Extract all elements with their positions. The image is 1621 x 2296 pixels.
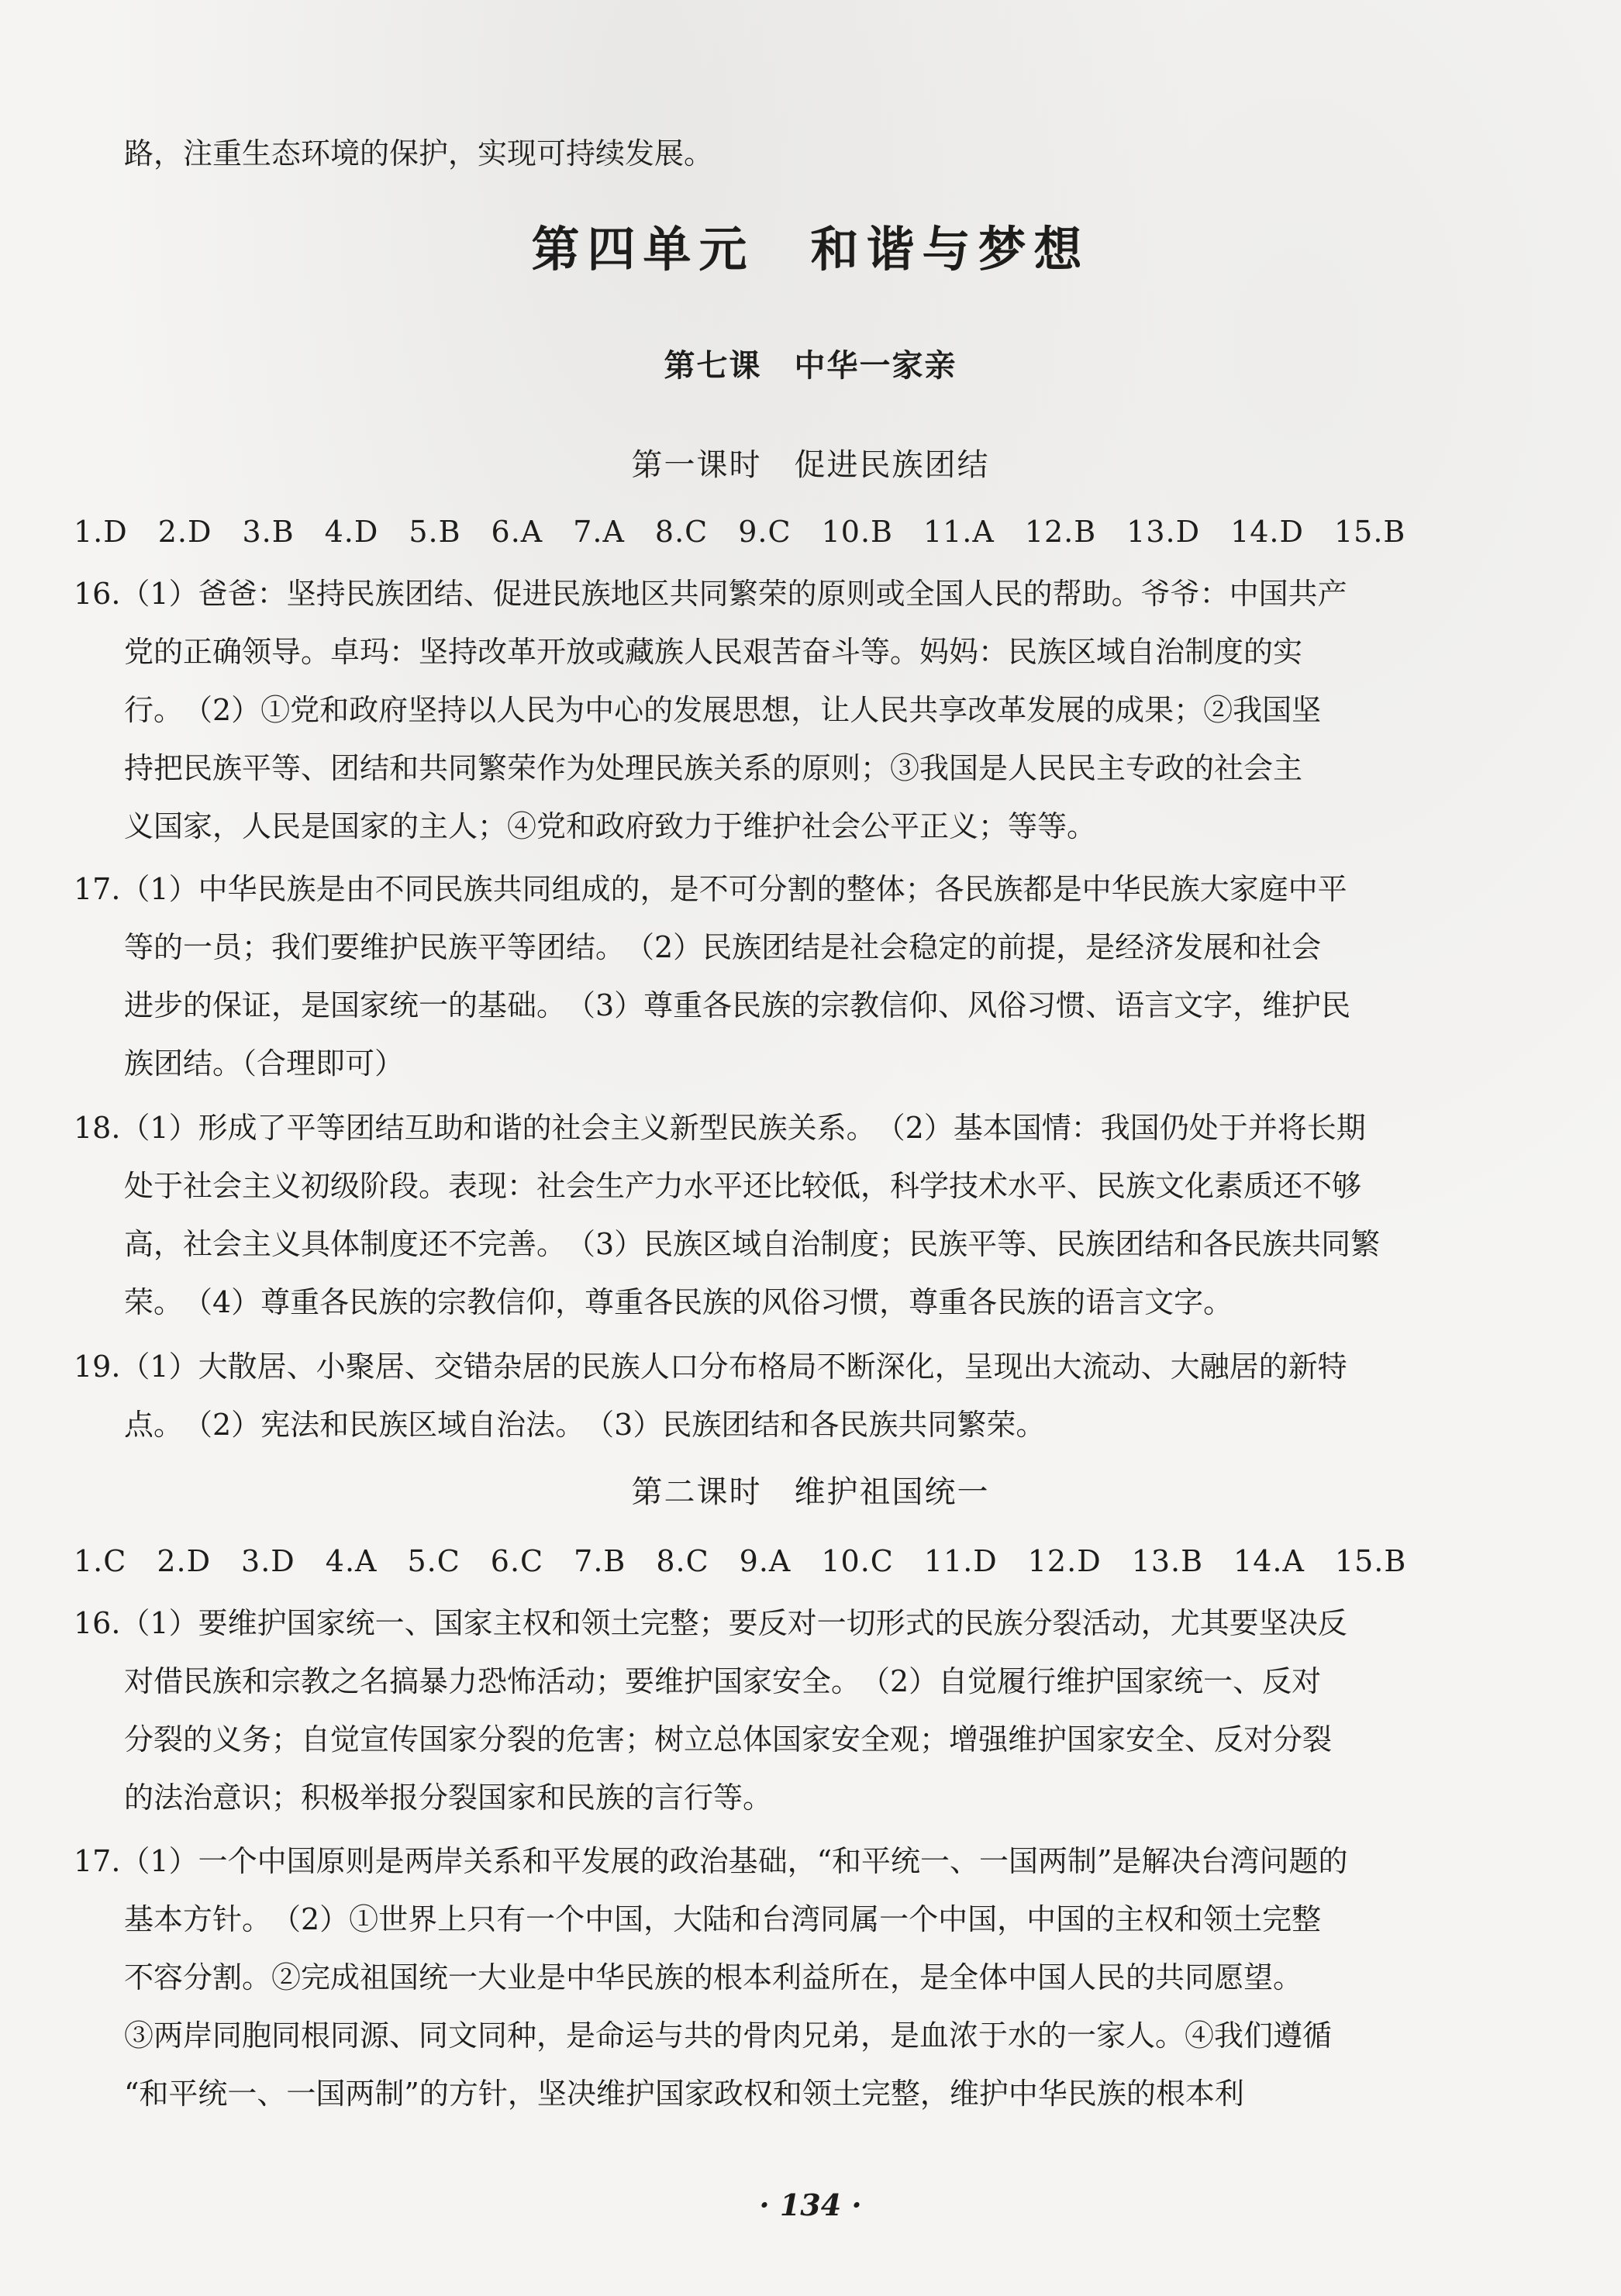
answer-line: 高，社会主义具体制度还不完善。 （3）民族区域自治制度；民族平等、民族团结和各民族共同繁 xyxy=(124,1227,1381,1261)
answer-line: 18.（1）形成了平等团结互助和谐的社会主义新型民族关系。 （2）基本国情：我国仍处于并将长期 xyxy=(74,1111,1366,1145)
answer-line: 16.（1）爸爸：坚持民族团结、促进民族地区共同繁荣的原则或全国人民的帮助。爷爷：中国共产 xyxy=(74,577,1347,611)
answer-line: 族团结。（合理即可） xyxy=(124,1046,405,1081)
answer-line: 分裂的义务；自觉宣传国家分裂的危害；树立总体国家安全观；增强维护国家安全、反对分裂 xyxy=(124,1722,1333,1756)
answer-line: 点。 （2）宪法和民族区域自治法。 （3）民族团结和各民族共同繁荣。 xyxy=(124,1408,1046,1442)
answer-line: ③两岸同胞同根同源、同文同种，是命运与共的骨肉兄弟，是血浓于水的一家人。④我们遵循 xyxy=(124,2018,1333,2053)
answer-line: 持把民族平等、团结和共同繁荣作为处理民族关系的原则；③我国是人民民主专政的社会主 xyxy=(124,751,1303,785)
answer-line: 处于社会主义初级阶段。表现：社会生产力水平还比较低，科学技术水平、民族文化素质还不够 xyxy=(124,1169,1362,1203)
answer-line: 荣。 （4）尊重各民族的宗教信仰，尊重各民族的风俗习惯，尊重各民族的语言文字。 xyxy=(124,1285,1233,1319)
unit-title: 第四单元 和谐与梦想 xyxy=(531,221,1090,278)
answer-line: 对借民族和宗教之名搞暴力恐怖活动；要维护国家安全。 （2）自觉履行维护国家统一、反对 xyxy=(124,1664,1322,1698)
intro-line: 路，注重生态环境的保护，实现可持续发展。 xyxy=(124,136,714,171)
answer-line: 等的一员；我们要维护民族平等团结。 （2）民族团结是社会稳定的前提，是经济发展和社会 xyxy=(124,930,1322,964)
answer-line: 进步的保证，是国家统一的基础。 （3）尊重各民族的宗教信仰、风俗习惯、语言文字，维护民 xyxy=(124,988,1351,1022)
answer-line: 16.（1）要维护国家统一、国家主权和领土完整；要反对一切形式的民族分裂活动，尤其要坚决反 xyxy=(74,1606,1347,1640)
answer-line: 党的正确领导。卓玛：坚持改革开放或藏族人民艰苦奋斗等。妈妈：民族区域自治制度的实 xyxy=(124,635,1303,669)
answer-line: 17.（1）一个中国原则是两岸关系和平发展的政治基础，“和平统一、一国两制”是解决台湾问题的 xyxy=(74,1844,1348,1878)
answer-line: 17.（1）中华民族是由不同民族共同组成的，是不可分割的整体；各民族都是中华民族大家庭中平 xyxy=(74,872,1347,906)
answer-line: “和平统一、一国两制”的方针，坚决维护国家政权和领土完整，维护中华民族的根本利 xyxy=(124,2077,1244,2111)
answer-line: 的法治意识；积极举报分裂国家和民族的言行等。 xyxy=(124,1781,773,1815)
choice-answers: 1.D 2.D 3.B 4.D 5.B 6.A 7.A 8.C 9.C 10.B 11.A 12.B 13.D 14.D 15.B xyxy=(74,515,1406,549)
answer-line: 19.（1）大散居、小聚居、交错杂居的民族人口分布格局不断深化，呈现出大流动、大融居的新特 xyxy=(74,1350,1347,1384)
section-title: 第一课时 促进民族团结 xyxy=(631,447,990,483)
page-number: · 134 · xyxy=(759,2187,862,2222)
answer-line: 不容分割。②完成祖国统一大业是中华民族的根本利益所在，是全体中国人民的共同愿望。 xyxy=(124,1960,1303,1994)
answer-line: 义国家，人民是国家的主人；④党和政府致力于维护社会公平正义；等等。 xyxy=(124,809,1097,843)
answer-line: 行。 （2）①党和政府坚持以人民为中心的发展思想，让人民共享改革发展的成果；②我国坚 xyxy=(124,693,1322,727)
choice-answers: 1.C 2.D 3.D 4.A 5.C 6.C 7.B 8.C 9.A 10.C 11.D 12.D 13.B 14.A 15.B xyxy=(74,1544,1407,1578)
section-title: 第二课时 维护祖国统一 xyxy=(631,1474,990,1510)
lesson-title: 第七课 中华一家亲 xyxy=(664,347,957,384)
answer-line: 基本方针。 （2）①世界上只有一个中国，大陆和台湾同属一个中国，中国的主权和领土完整 xyxy=(124,1902,1322,1936)
